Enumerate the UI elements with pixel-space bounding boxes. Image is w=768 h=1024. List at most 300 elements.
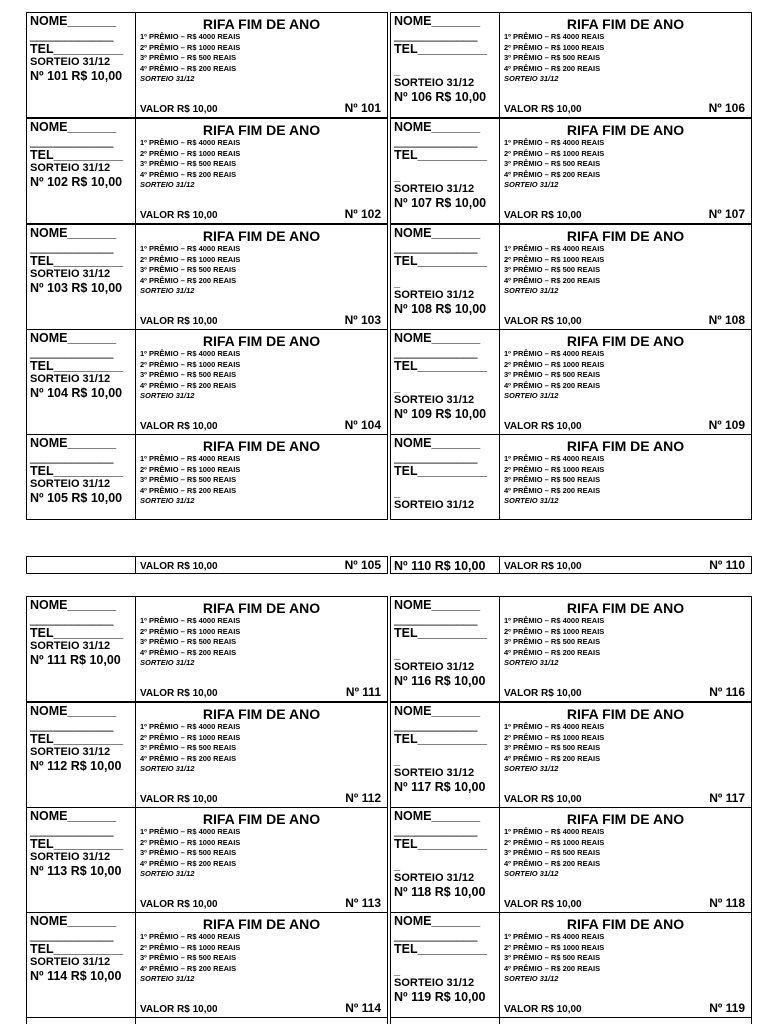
stub-phone-field: TEL__________ <box>394 359 488 373</box>
stub-name-line: ____________ <box>30 28 114 42</box>
ticket-number: Nº 116 <box>709 685 745 699</box>
prize-line: 4º PRÊMIO – R$ 200 REAIS <box>504 753 601 763</box>
stub-phone-field: TEL__________ <box>30 626 124 640</box>
prize-line: 4º PRÊMIO – R$ 200 REAIS <box>504 647 601 657</box>
stub-phone-field: TEL__________ <box>30 464 124 478</box>
stub-draw-date: SORTEIO 31/12 <box>394 183 475 195</box>
prize-line: 4º PRÊMIO – R$ 200 REAIS <box>140 485 237 495</box>
stub-ticket-number: Nº 105 R$ 10,00 <box>30 491 123 505</box>
stub-name-line: ____________ <box>394 240 478 254</box>
prize-line: 1º PRÊMIO – R$ 4000 REAIS <box>140 722 241 731</box>
draw-date: SORTEIO 31/12 <box>140 74 195 83</box>
prize-line: 3º PRÊMIO – R$ 500 REAIS <box>504 848 601 857</box>
ticket-footer <box>504 101 745 115</box>
ticket-stub <box>26 12 136 118</box>
stub-ticket-number: Nº 112 R$ 10,00 <box>30 759 122 773</box>
prize-line: 2º PRÊMIO – R$ 1000 REAIS <box>140 148 241 158</box>
prize-line: 1º PRÊMIO – R$ 4000 REAIS <box>504 349 605 358</box>
stub-dash: _ <box>394 171 401 183</box>
raffle-title: RIFA FIM DE ANO <box>202 706 321 722</box>
prize-line: 3º PRÊMIO – R$ 500 REAIS <box>504 475 601 484</box>
ticket-stub <box>26 118 136 224</box>
ticket-price: VALOR R$ 10,00 <box>140 794 218 805</box>
ticket-footer <box>140 207 381 221</box>
raffle-title: RIFA FIM DE ANO <box>566 916 685 932</box>
stub-name-line: ____________ <box>30 928 114 942</box>
prize-line: 3º PRÊMIO – R$ 500 REAIS <box>504 743 601 752</box>
ticket-price: VALOR R$ 10,00 <box>504 1004 582 1015</box>
stub-dash: _ <box>394 860 401 872</box>
ticket-stub <box>390 224 500 330</box>
stub-ticket-number: Nº 119 R$ 10,00 <box>394 990 486 1004</box>
stub-draw-date: SORTEIO 31/12 <box>30 478 111 490</box>
prize-line: 2º PRÊMIO – R$ 1000 REAIS <box>140 254 241 264</box>
ticket-stub <box>26 1017 136 1024</box>
ticket-body <box>500 807 752 913</box>
ticket-price: VALOR R$ 10,00 <box>504 210 582 221</box>
ticket-body <box>136 224 388 330</box>
prize-line: 3º PRÊMIO – R$ 500 REAIS <box>504 159 601 168</box>
draw-date: SORTEIO 31/12 <box>504 658 559 667</box>
draw-date: SORTEIO 31/12 <box>140 286 195 295</box>
prize-line: 4º PRÊMIO – R$ 200 REAIS <box>140 647 237 657</box>
stub-ticket-number: Nº 114 R$ 10,00 <box>30 969 122 983</box>
raffle-ticket <box>26 912 388 1018</box>
raffle-title: RIFA FIM DE ANO <box>202 811 321 827</box>
ticket-stub <box>390 434 500 520</box>
stub-dash: _ <box>394 965 401 977</box>
stub-name-field: NOME_______ <box>30 120 117 134</box>
draw-date: SORTEIO 31/12 <box>504 180 559 189</box>
prize-line: 4º PRÊMIO – R$ 200 REAIS <box>140 963 237 973</box>
ticket-stub <box>26 702 136 808</box>
stub-phone-field: TEL__________ <box>394 464 488 478</box>
stub-draw-date: SORTEIO 31/12 <box>394 977 475 989</box>
prize-line: 2º PRÊMIO – R$ 1000 REAIS <box>140 942 241 952</box>
ticket-number: Nº 118 <box>709 896 745 910</box>
prize-line: 3º PRÊMIO – R$ 500 REAIS <box>140 743 237 752</box>
raffle-title: RIFA FIM DE ANO <box>566 811 685 827</box>
raffle-title: RIFA FIM DE ANO <box>202 333 321 349</box>
ticket-price: VALOR R$ 10,00 <box>504 316 582 327</box>
ticket-stub <box>390 912 500 1018</box>
raffle-ticket <box>26 702 388 808</box>
stub-draw-date: SORTEIO 31/12 <box>30 956 111 968</box>
stub-dash: _ <box>394 382 401 394</box>
stub-name-line: ____________ <box>394 134 478 148</box>
stub-phone-field: TEL__________ <box>30 942 124 956</box>
ticket-number: Nº 114 <box>345 1001 381 1015</box>
stub-name-field: NOME_______ <box>394 914 481 928</box>
stub-draw-date: SORTEIO 31/12 <box>30 746 111 758</box>
ticket-continuation <box>26 556 388 574</box>
prize-line: 2º PRÊMIO – R$ 1000 REAIS <box>504 359 605 369</box>
ticket-body <box>500 1017 752 1024</box>
stub-ticket-number: Nº 118 R$ 10,00 <box>394 885 486 899</box>
ticket-number: Nº 113 <box>345 896 381 910</box>
draw-date: SORTEIO 31/12 <box>504 496 559 505</box>
raffle-title: RIFA FIM DE ANO <box>202 228 321 244</box>
ticket-number: Nº 101 <box>344 101 381 115</box>
ticket-body <box>136 434 388 520</box>
ticket-footer <box>140 418 381 432</box>
prize-line: 3º PRÊMIO – R$ 500 REAIS <box>140 953 237 962</box>
stub-dash: _ <box>394 277 401 289</box>
prize-line: 4º PRÊMIO – R$ 200 REAIS <box>504 63 601 73</box>
raffle-ticket <box>390 702 752 808</box>
draw-date: SORTEIO 31/12 <box>140 764 195 773</box>
stub-name-line: ____________ <box>394 823 478 837</box>
ticket-body <box>136 912 388 1018</box>
stub-draw-date: SORTEIO 31/12 <box>394 499 475 511</box>
stub-dash: _ <box>394 487 401 499</box>
stub-draw-date: SORTEIO 31/12 <box>30 373 111 385</box>
prize-line: 1º PRÊMIO – R$ 4000 REAIS <box>140 932 241 941</box>
stub-name-line: ____________ <box>394 612 478 626</box>
ticket-stub <box>26 224 136 330</box>
ticket-body <box>500 912 752 1018</box>
stub-phone-field: TEL__________ <box>30 42 124 56</box>
ticket-body <box>136 12 388 118</box>
stub-name-field: NOME_______ <box>394 598 481 612</box>
ticket-number: Nº 103 <box>344 313 381 327</box>
ticket-number: Nº 119 <box>709 1001 745 1015</box>
raffle-ticket <box>26 118 388 224</box>
prize-line: 3º PRÊMIO – R$ 500 REAIS <box>504 637 601 646</box>
ticket-body <box>136 596 388 702</box>
prize-line: 4º PRÊMIO – R$ 200 REAIS <box>504 858 601 868</box>
ticket-body <box>136 329 388 435</box>
prize-line: 1º PRÊMIO – R$ 4000 REAIS <box>504 932 605 941</box>
ticket-stub <box>26 912 136 1018</box>
ticket-number: Nº 117 <box>709 791 745 805</box>
prize-line: 2º PRÊMIO – R$ 1000 REAIS <box>504 148 605 158</box>
stub-ticket-number: Nº 103 R$ 10,00 <box>30 281 123 295</box>
prize-line: 4º PRÊMIO – R$ 200 REAIS <box>504 963 601 973</box>
ticket-number: Nº 107 <box>708 207 745 221</box>
stub-name-field: NOME_______ <box>394 704 481 718</box>
ticket-footer <box>504 207 745 221</box>
ticket-stub <box>26 596 136 702</box>
prize-line: 2º PRÊMIO – R$ 1000 REAIS <box>140 837 241 847</box>
stub-dash: _ <box>394 649 401 661</box>
ticket-price: VALOR R$ 10,00 <box>140 316 218 327</box>
ticket-body <box>136 702 388 808</box>
prize-line: 2º PRÊMIO – R$ 1000 REAIS <box>140 464 241 474</box>
stub-name-line: ____________ <box>394 28 478 42</box>
stub-phone-field: TEL__________ <box>394 626 488 640</box>
stub-name-field: NOME_______ <box>394 436 481 450</box>
stub-ticket-number: Nº 111 R$ 10,00 <box>30 653 121 667</box>
ticket-stub <box>390 329 500 435</box>
ticket-footer <box>504 896 745 910</box>
stub-dash: _ <box>394 755 401 767</box>
stub-name-line: ____________ <box>30 823 114 837</box>
ticket-price: VALOR R$ 10,00 <box>140 899 218 910</box>
prize-line: 1º PRÊMIO – R$ 4000 REAIS <box>504 827 605 836</box>
prize-line: 1º PRÊMIO – R$ 4000 REAIS <box>140 32 241 41</box>
raffle-ticket <box>390 434 752 520</box>
stub-name-line: ____________ <box>30 450 114 464</box>
prize-line: 1º PRÊMIO – R$ 4000 REAIS <box>140 454 241 463</box>
ticket-price: VALOR R$ 10,00 <box>504 899 582 910</box>
stub-draw-date: SORTEIO 31/12 <box>394 872 475 884</box>
draw-date: SORTEIO 31/12 <box>504 764 559 773</box>
stub-name-field: NOME_______ <box>30 14 117 28</box>
stub-phone-field: TEL__________ <box>30 837 124 851</box>
draw-date: SORTEIO 31/12 <box>140 496 195 505</box>
raffle-title: RIFA FIM DE ANO <box>566 16 685 32</box>
stub-name-field: NOME_______ <box>30 598 117 612</box>
stub-draw-date: SORTEIO 31/12 <box>30 268 111 280</box>
ticket-body <box>500 12 752 118</box>
prize-line: 1º PRÊMIO – R$ 4000 REAIS <box>504 244 605 253</box>
prize-line: 3º PRÊMIO – R$ 500 REAIS <box>140 848 237 857</box>
prize-line: 1º PRÊMIO – R$ 4000 REAIS <box>504 454 605 463</box>
ticket-footer <box>504 1001 745 1015</box>
stub-name-field: NOME_______ <box>30 331 117 345</box>
stub-name-field: NOME_______ <box>394 120 481 134</box>
ticket-number: Nº 109 <box>708 418 745 432</box>
stub-ticket-number: Nº 102 R$ 10,00 <box>30 175 123 189</box>
draw-date: SORTEIO 31/12 <box>504 869 559 878</box>
stub-ticket-number: Nº 107 R$ 10,00 <box>394 196 487 210</box>
ticket-price: VALOR R$ 10,00 <box>504 104 582 115</box>
prize-line: 2º PRÊMIO – R$ 1000 REAIS <box>504 942 605 952</box>
ticket-footer <box>140 685 381 699</box>
prize-line: 4º PRÊMIO – R$ 200 REAIS <box>504 169 601 179</box>
stub-name-field: NOME_______ <box>394 226 481 240</box>
stub-name-field: NOME_______ <box>394 331 481 345</box>
raffle-title: RIFA FIM DE ANO <box>566 122 685 138</box>
stub-phone-field: TEL__________ <box>394 942 488 956</box>
prize-line: 1º PRÊMIO – R$ 4000 REAIS <box>140 244 241 253</box>
prize-line: 1º PRÊMIO – R$ 4000 REAIS <box>504 722 605 731</box>
prize-line: 2º PRÊMIO – R$ 1000 REAIS <box>140 359 241 369</box>
ticket-price: VALOR R$ 10,00 <box>504 794 582 805</box>
ticket-body <box>500 434 752 520</box>
ticket-price: VALOR R$ 10,00 <box>140 561 218 572</box>
raffle-ticket <box>26 329 388 435</box>
raffle-title: RIFA FIM DE ANO <box>202 438 321 454</box>
raffle-title: RIFA FIM DE ANO <box>202 16 321 32</box>
ticket-footer <box>504 791 745 805</box>
stub-draw-date: SORTEIO 31/12 <box>30 640 111 652</box>
raffle-ticket <box>390 596 752 702</box>
ticket-body <box>136 1017 388 1024</box>
prize-line: 3º PRÊMIO – R$ 500 REAIS <box>140 370 237 379</box>
stub-dash: _ <box>394 65 401 77</box>
stub-name-line: ____________ <box>30 134 114 148</box>
prize-line: 3º PRÊMIO – R$ 500 REAIS <box>504 953 601 962</box>
ticket-stub <box>26 434 136 520</box>
stub-name-line: ____________ <box>394 928 478 942</box>
ticket-number: Nº 112 <box>345 791 381 805</box>
prize-line: 3º PRÊMIO – R$ 500 REAIS <box>140 53 237 62</box>
stub-ticket-number: Nº 109 R$ 10,00 <box>394 407 487 421</box>
stub-ticket-number: Nº 106 R$ 10,00 <box>394 90 487 104</box>
raffle-title: RIFA FIM DE ANO <box>202 600 321 616</box>
ticket-price: VALOR R$ 10,00 <box>140 210 218 221</box>
ticket-number: Nº 105 <box>344 558 381 572</box>
ticket-body <box>500 556 752 574</box>
stub-draw-date: SORTEIO 31/12 <box>394 767 475 779</box>
ticket-footer <box>140 101 381 115</box>
prize-line: 2º PRÊMIO – R$ 1000 REAIS <box>140 732 241 742</box>
prize-line: 2º PRÊMIO – R$ 1000 REAIS <box>504 837 605 847</box>
ticket-body <box>136 556 388 574</box>
raffle-ticket <box>390 118 752 224</box>
stub-draw-date: SORTEIO 31/12 <box>394 394 475 406</box>
stub-draw-date: SORTEIO 31/12 <box>394 661 475 673</box>
raffle-ticket <box>26 596 388 702</box>
stub-ticket-number: Nº 108 R$ 10,00 <box>394 302 487 316</box>
draw-date: SORTEIO 31/12 <box>140 869 195 878</box>
raffle-ticket <box>26 434 388 520</box>
ticket-footer <box>140 791 381 805</box>
ticket-stub <box>390 807 500 913</box>
draw-date: SORTEIO 31/12 <box>504 74 559 83</box>
ticket-number: Nº 111 <box>345 685 381 699</box>
stub-ticket-number: Nº 113 R$ 10,00 <box>30 864 122 878</box>
raffle-ticket-partial <box>26 1017 388 1024</box>
ticket-footer <box>140 896 381 910</box>
ticket-price: VALOR R$ 10,00 <box>140 688 218 699</box>
ticket-number: Nº 110 <box>709 558 745 572</box>
stub-phone-field: TEL__________ <box>30 254 124 268</box>
stub-name-line: ____________ <box>394 718 478 732</box>
prize-line: 4º PRÊMIO – R$ 200 REAIS <box>504 485 601 495</box>
draw-date: SORTEIO 31/12 <box>140 974 195 983</box>
prize-line: 3º PRÊMIO – R$ 500 REAIS <box>140 637 237 646</box>
prize-line: 1º PRÊMIO – R$ 4000 REAIS <box>504 32 605 41</box>
prize-line: 1º PRÊMIO – R$ 4000 REAIS <box>140 138 241 147</box>
stub-name-line: ____________ <box>394 450 478 464</box>
prize-line: 3º PRÊMIO – R$ 500 REAIS <box>504 370 601 379</box>
ticket-body <box>500 118 752 224</box>
ticket-body <box>136 807 388 913</box>
ticket-body <box>500 329 752 435</box>
prize-line: 3º PRÊMIO – R$ 500 REAIS <box>504 265 601 274</box>
ticket-footer <box>504 418 745 432</box>
prize-line: 1º PRÊMIO – R$ 4000 REAIS <box>504 616 605 625</box>
ticket-stub <box>26 556 136 574</box>
ticket-price: VALOR R$ 10,00 <box>140 1004 218 1015</box>
stub-name-field: NOME_______ <box>394 14 481 28</box>
prize-line: 3º PRÊMIO – R$ 500 REAIS <box>140 265 237 274</box>
prize-line: 4º PRÊMIO – R$ 200 REAIS <box>140 63 237 73</box>
ticket-price: VALOR R$ 10,00 <box>504 688 582 699</box>
stub-name-line: ____________ <box>394 345 478 359</box>
stub-phone-field: TEL__________ <box>30 732 124 746</box>
raffle-title: RIFA FIM DE ANO <box>566 438 685 454</box>
ticket-stub <box>390 596 500 702</box>
prize-line: 2º PRÊMIO – R$ 1000 REAIS <box>504 464 605 474</box>
prize-line: 1º PRÊMIO – R$ 4000 REAIS <box>504 138 605 147</box>
raffle-ticket <box>390 329 752 435</box>
ticket-body <box>500 596 752 702</box>
stub-phone-field: TEL__________ <box>394 148 488 162</box>
ticket-stub <box>390 702 500 808</box>
raffle-title: RIFA FIM DE ANO <box>566 706 685 722</box>
prize-line: 4º PRÊMIO – R$ 200 REAIS <box>140 169 237 179</box>
raffle-title: RIFA FIM DE ANO <box>566 600 685 616</box>
ticket-stub <box>390 12 500 118</box>
ticket-price: VALOR R$ 10,00 <box>140 421 218 432</box>
prize-line: 2º PRÊMIO – R$ 1000 REAIS <box>504 254 605 264</box>
draw-date: SORTEIO 31/12 <box>140 658 195 667</box>
stub-name-field: NOME_______ <box>30 914 117 928</box>
ticket-stub <box>26 329 136 435</box>
ticket-stub <box>26 807 136 913</box>
ticket-price: VALOR R$ 10,00 <box>140 104 218 115</box>
stub-name-field: NOME_______ <box>30 436 117 450</box>
stub-ticket-number: Nº 117 R$ 10,00 <box>394 780 486 794</box>
stub-draw-date: SORTEIO 31/12 <box>394 77 475 89</box>
ticket-number: Nº 102 <box>344 207 381 221</box>
stub-name-line: ____________ <box>30 345 114 359</box>
ticket-footer <box>504 313 745 327</box>
ticket-number: Nº 104 <box>344 418 381 432</box>
prize-line: 1º PRÊMIO – R$ 4000 REAIS <box>140 827 241 836</box>
stub-name-line: ____________ <box>30 718 114 732</box>
ticket-footer <box>140 1001 381 1015</box>
stub-ticket-number: Nº 110 R$ 10,00 <box>394 559 486 573</box>
ticket-stub <box>390 118 500 224</box>
stub-draw-date: SORTEIO 31/12 <box>30 56 111 68</box>
raffle-ticket <box>390 807 752 913</box>
raffle-title: RIFA FIM DE ANO <box>566 333 685 349</box>
ticket-footer <box>140 313 381 327</box>
stub-name-field: NOME_______ <box>30 809 117 823</box>
stub-name-field: NOME_______ <box>394 809 481 823</box>
ticket-stub <box>390 556 500 574</box>
ticket-footer <box>504 685 745 699</box>
stub-draw-date: SORTEIO 31/12 <box>394 289 475 301</box>
stub-ticket-number: Nº 104 R$ 10,00 <box>30 386 123 400</box>
stub-draw-date: SORTEIO 31/12 <box>30 851 111 863</box>
prize-line: 4º PRÊMIO – R$ 200 REAIS <box>140 753 237 763</box>
prize-line: 4º PRÊMIO – R$ 200 REAIS <box>504 380 601 390</box>
prize-line: 2º PRÊMIO – R$ 1000 REAIS <box>504 732 605 742</box>
prize-line: 2º PRÊMIO – R$ 1000 REAIS <box>504 42 605 52</box>
prize-line: 4º PRÊMIO – R$ 200 REAIS <box>140 275 237 285</box>
prize-line: 4º PRÊMIO – R$ 200 REAIS <box>504 275 601 285</box>
prize-line: 4º PRÊMIO – R$ 200 REAIS <box>140 858 237 868</box>
ticket-body <box>136 118 388 224</box>
draw-date: SORTEIO 31/12 <box>504 974 559 983</box>
raffle-ticket <box>390 12 752 118</box>
prize-line: 3º PRÊMIO – R$ 500 REAIS <box>504 53 601 62</box>
prize-line: 2º PRÊMIO – R$ 1000 REAIS <box>140 42 241 52</box>
stub-phone-field: TEL__________ <box>30 359 124 373</box>
stub-draw-date: SORTEIO 31/12 <box>30 162 111 174</box>
ticket-continuation <box>390 556 752 574</box>
prize-line: 1º PRÊMIO – R$ 4000 REAIS <box>140 349 241 358</box>
raffle-title: RIFA FIM DE ANO <box>202 916 321 932</box>
raffle-ticket <box>26 807 388 913</box>
raffle-ticket <box>26 224 388 330</box>
draw-date: SORTEIO 31/12 <box>140 180 195 189</box>
stub-phone-field: TEL__________ <box>30 148 124 162</box>
stub-phone-field: TEL__________ <box>394 732 488 746</box>
stub-phone-field: TEL__________ <box>394 254 488 268</box>
draw-date: SORTEIO 31/12 <box>504 286 559 295</box>
stub-name-field: NOME_______ <box>30 704 117 718</box>
stub-phone-field: TEL__________ <box>394 837 488 851</box>
stub-ticket-number: Nº 101 R$ 10,00 <box>30 69 123 83</box>
prize-line: 4º PRÊMIO – R$ 200 REAIS <box>140 380 237 390</box>
